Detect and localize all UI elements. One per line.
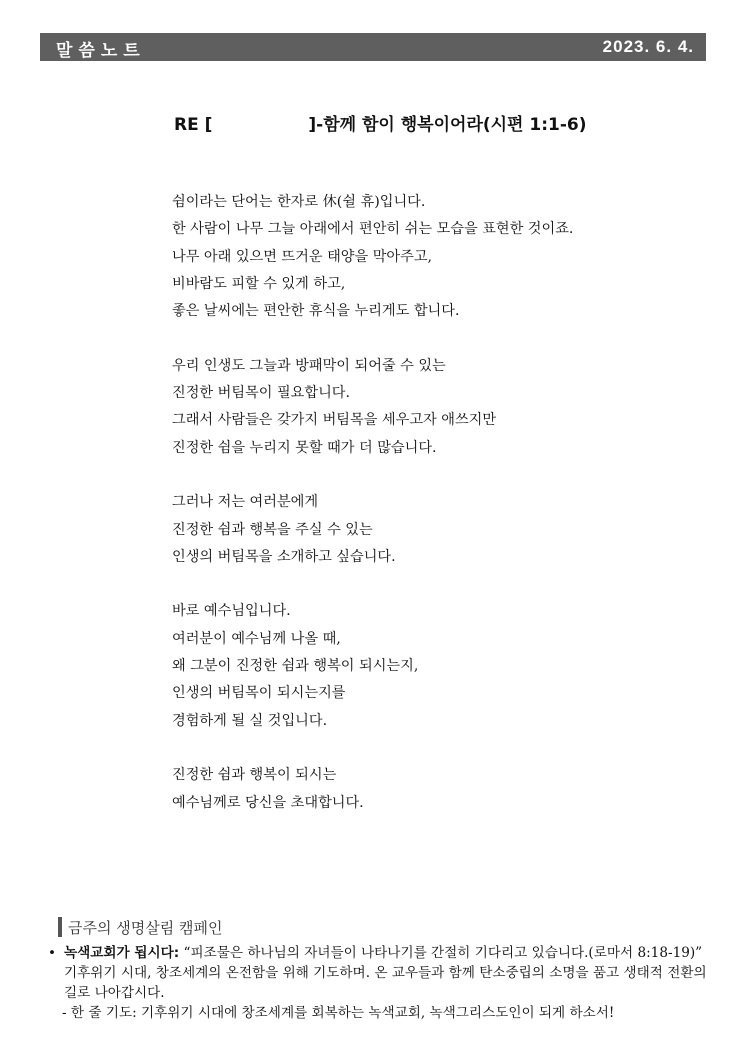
- sermon-title-prefix: RE [: [174, 115, 213, 135]
- paragraph: [172, 489, 692, 571]
- sermon-title-suffix: ]-함께 함이 행복이어라(시편 1:1-6): [308, 115, 587, 135]
- paragraph-line: 인생의 버팀목을 소개하고 싶습니다.: [172, 548, 396, 565]
- paragraph: [172, 762, 692, 817]
- paragraph-line: 쉼이라는 단어는 한자로 休(쉴 휴)입니다.: [172, 194, 426, 210]
- paragraph-line: 인생의 버팀목이 되시는지를: [172, 685, 346, 702]
- paragraph-line: 여러분이 예수님께 나올 때,: [172, 630, 341, 647]
- paragraph-line: 비바람도 피할 수 있게 하고,: [172, 275, 346, 292]
- sermon-body: [172, 189, 692, 844]
- paragraph: [172, 189, 692, 325]
- paragraph-line: 진정한 쉼을 누리지 못할 때가 더 많습니다.: [172, 439, 437, 456]
- campaign-heading: [58, 915, 710, 939]
- bullet-icon: •: [48, 945, 57, 961]
- campaign-section: [40, 915, 710, 1023]
- paragraph-line: 좋은 날씨에는 편안한 휴식을 누리게도 합니다.: [172, 303, 460, 320]
- paragraph-line: 그러나 저는 여러분에게: [172, 494, 319, 511]
- paragraph-line: 왜 그분이 진정한 쉼과 행복이 되시는지,: [172, 658, 419, 675]
- paragraph-line: 우리 인생도 그늘과 방패막이 되어줄 수 있는: [172, 357, 446, 374]
- paragraph-line: 경험하게 될 실 것입니다.: [172, 712, 328, 729]
- paragraph: [172, 598, 692, 734]
- heading-bar-icon: [58, 917, 62, 937]
- paragraph-line: 진정한 쉼과 행복이 되시는: [172, 767, 337, 784]
- paragraph-line: 한 사람이 나무 그늘 아래에서 편안히 쉬는 모습을 표현한 것이죠.: [172, 221, 574, 238]
- header-title: 말씀노트: [56, 41, 146, 61]
- campaign-item-strong: 녹색교회가 됩시다:: [64, 945, 180, 961]
- campaign-item: [40, 943, 710, 1003]
- paragraph: [172, 353, 692, 462]
- paragraph-line: 예수님께로 당신을 초대합니다.: [172, 794, 364, 811]
- campaign-heading-text: 금주의 생명살림 캠페인: [68, 918, 223, 937]
- header-date: 2023. 6. 4.: [602, 37, 694, 56]
- paragraph-line: 바로 예수님입니다.: [172, 603, 291, 620]
- campaign-prayer: - 한 줄 기도: 기후위기 시대에 창조세계를 회복하는 녹색교회, 녹색그리스도인이 되게 하소서!: [62, 1005, 615, 1021]
- paragraph-line: 진정한 버팀목이 필요합니다.: [172, 385, 350, 402]
- paragraph-line: 나무 아래 있으면 뜨거운 태양을 막아주고,: [172, 248, 433, 265]
- sermon-title: [174, 110, 587, 135]
- paragraph-line: 그래서 사람들은 갖가지 버팀목을 세우고자 애쓰지만: [172, 412, 497, 429]
- campaign-item-text: “피조물은 하나님의 자녀들이 나타나기를 간절히 기다리고 있습니다.(로마서 8:18-19)” 기후위기 시대, 창조세계의 온전함을 위해 기도하며. 온 교우들과 함께 탄소중립의 소명을 품고 생태적 전환의 길로 나아갑시다.: [64, 945, 707, 1001]
- header-bar: [40, 33, 706, 61]
- paragraph-line: 진정한 쉼과 행복을 주실 수 있는: [172, 521, 373, 538]
